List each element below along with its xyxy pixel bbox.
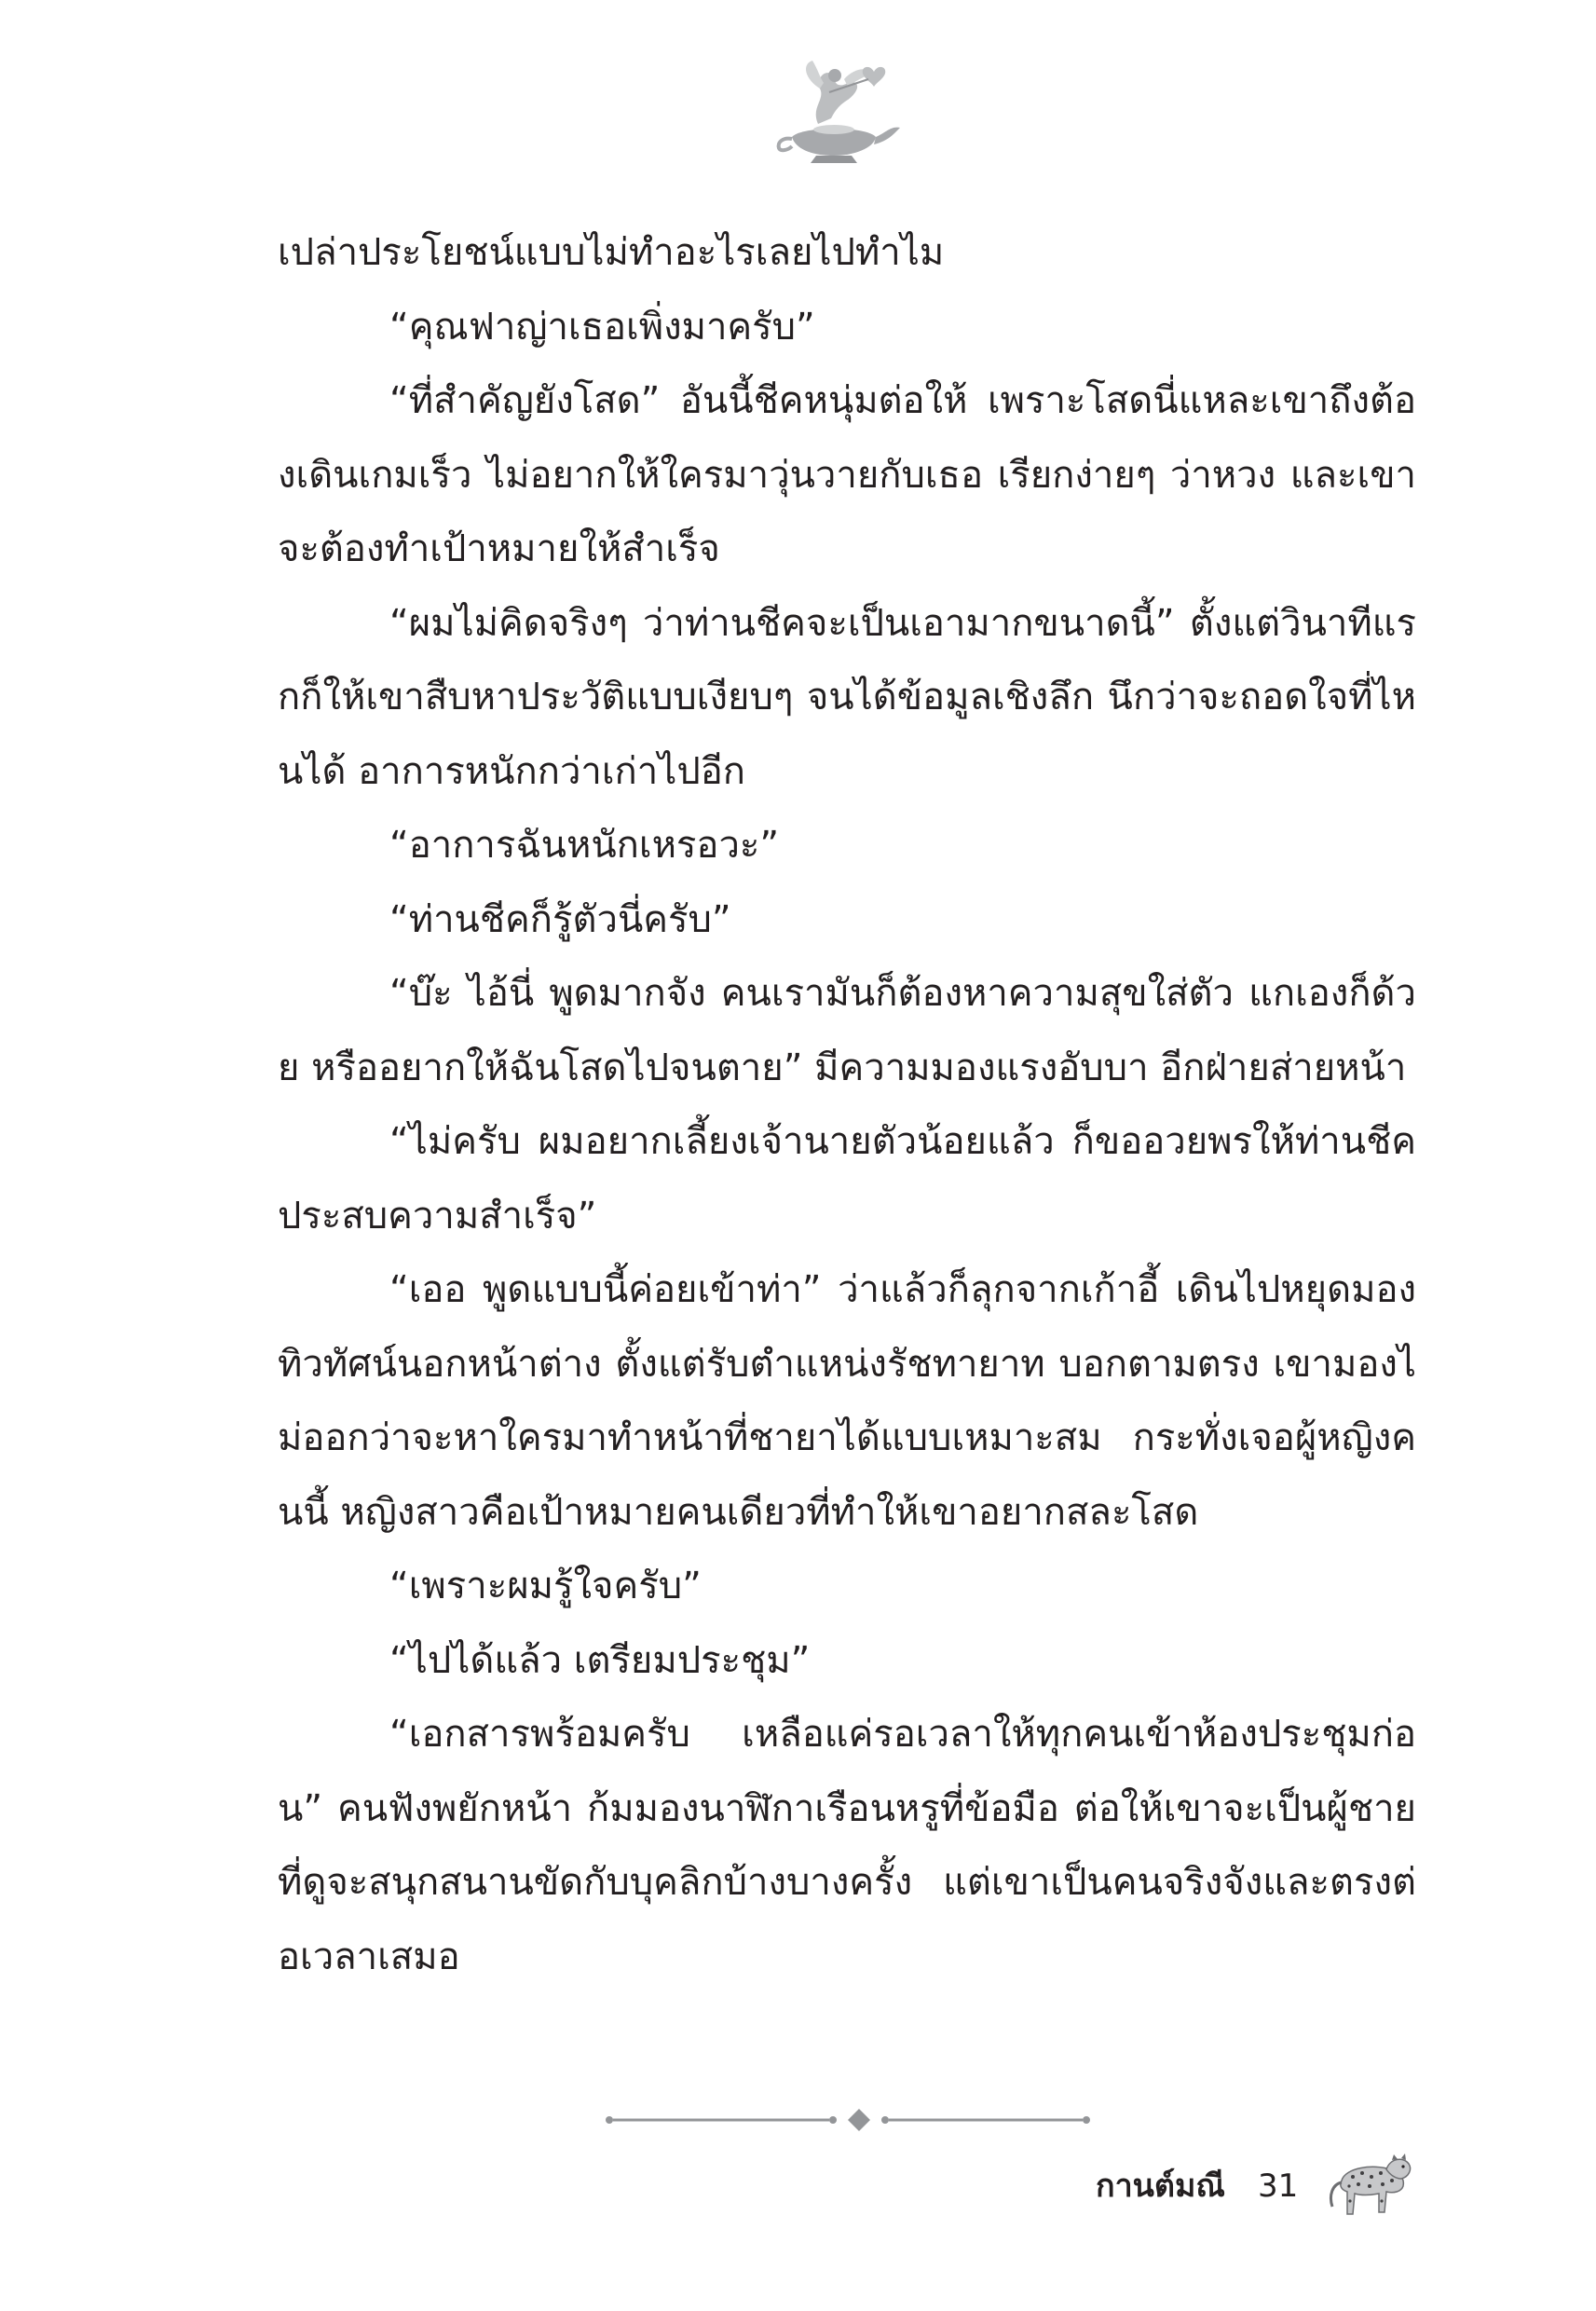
cheetah-icon	[1325, 2143, 1414, 2222]
paragraph: “เอกสารพร้อมครับ เหลือแค่รอเวลาให้ทุกคนเข้าห้องประชุมก่อน” คนฟังพยักหน้า ก้มมองนาฬิกาเรือนหรูที่ข้อมือ ต่อให้เขาจะเป็นผู้ชายที่ดูจะสนุกสนานขัดกับบุคลิกบ้างบางครั้ง แต่เขาเป็นคนจริงจังและตรงต่อเวลาเสมอ	[278, 1713, 1416, 1978]
paragraph: “เพราะผมรู้ใจครับ”	[389, 1565, 702, 1607]
body-text	[278, 216, 1416, 1994]
paragraph: “ไปได้แล้ว เตรียมประชุม”	[389, 1638, 811, 1682]
paragraph: “คุณฟาญ่าเธอเพิ่งมาครับ”	[389, 305, 815, 349]
book-title: กานต์มณี	[1096, 2167, 1225, 2205]
paragraph: เปล่าประโยชน์แบบไม่ทำอะไรเลยไปทำไม	[278, 231, 945, 274]
page-number: 31	[1258, 2167, 1299, 2205]
paragraph: “ผมไม่คิดจริงๆ ว่าท่านชีคจะเป็นเอามากขนาดนี้” ตั้งแต่วินาทีแรกก็ให้เขาสืบหาประวัติแบบเงียบๆ จนได้ข้อมูลเชิงลึก นึกว่าจะถอดใจที่ไหนได้ อาการหนักกว่าเก่าไปอีก	[278, 601, 1416, 793]
paragraph: “ไม่ครับ ผมอยากเลี้ยงเจ้านายตัวน้อยแล้ว ก็ขออวยพรให้ท่านชีคประสบความสำเร็จ”	[278, 1120, 1416, 1238]
paragraph: “อาการฉันหนักเหรอวะ”	[389, 824, 780, 867]
diamond-divider	[606, 2106, 1090, 2134]
paragraph: “บ๊ะ ไอ้นี่ พูดมากจัง คนเรามันก็ต้องหาความสุขใส่ตัว แกเองก็ด้วย หรืออยากให้ฉันโสดไปจนตาย” มีความมองแรงอับบา อีกฝ่ายส่ายหน้า	[278, 972, 1416, 1089]
page-footer	[1071, 2143, 1444, 2227]
genie-lamp-icon	[764, 51, 904, 168]
paragraph: “ท่านชีคก็รู้ตัวนี่ครับ”	[389, 897, 731, 941]
paragraph: “เออ พูดแบบนี้ค่อยเข้าท่า” ว่าแล้วก็ลุกจากเก้าอี้ เดินไปหยุดมองทิวทัศน์นอกหน้าต่าง ตั้งแต่รับตำแหน่งรัชทายาท บอกตามตรง เขามองไม่ออกว่าจะหาใครมาทำหน้าที่ชายาได้แบบเหมาะสม กระทั่งเจอผู้หญิงคนนี้ หญิงสาวคือเป้าหมายคนเดียวที่ทำให้เขาอยากสละโสด	[278, 1268, 1416, 1534]
paragraph: “ที่สำคัญยังโสด” อันนี้ชีคหนุ่มต่อให้ เพราะโสดนี่แหละเขาถึงต้องเดินเกมเร็ว ไม่อยากให้ใครมาวุ่นวายกับเธอ เรียกง่ายๆ ว่าหวง และเขาจะต้องทำเป้าหมายให้สำเร็จ	[278, 379, 1416, 570]
